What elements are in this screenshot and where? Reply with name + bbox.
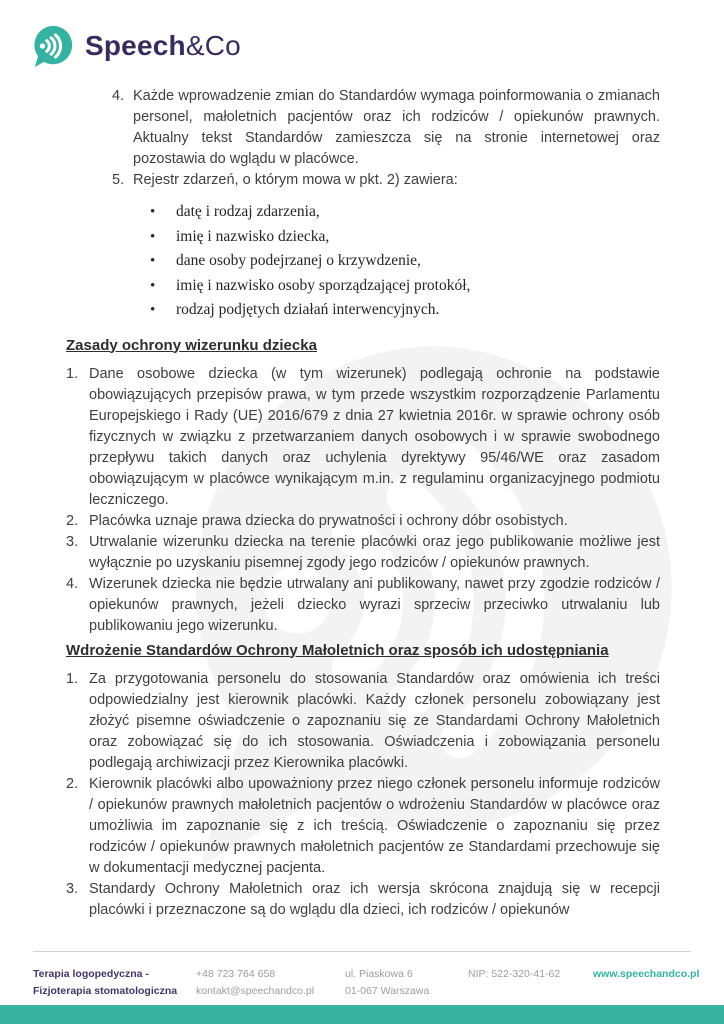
footer-phone: +48 723 764 658: [196, 968, 276, 980]
list-item: [112, 170, 660, 191]
list-item-text: Placówka uznaje prawa dziecka do prywatności i ochrony dóbr osobistych.: [89, 512, 568, 529]
list-item: [66, 669, 660, 774]
list-item-number: 4.: [66, 575, 79, 592]
list-item-text: Utrwalanie wizerunku dziecka na terenie placówki oraz jego publikowanie możliwe jest wyłącznie po uzyskaniu pisemnej zgody jego rodziców / opiekunów prawnych.: [89, 533, 660, 571]
bullet-icon: [150, 249, 176, 274]
list-item-number: 5.: [112, 172, 125, 188]
footer-address: [345, 966, 429, 1000]
list-item-text: Kierownik placówki albo upoważniony przez niego członek personelu informuje rodziców / opiekunów prawnych małoletnich pacjentów o wdrożeniu Standardów w placówce oraz umożliwia im zapoznanie się z ich treścią. Oświadczenie o zapoznaniu się przez rodziców / opiekunów prawnych małoletnich pacjentów ze Standardami przechowuje się w dokumentacji medycznej pacjenta.: [89, 775, 660, 876]
bullet-icon: [150, 298, 176, 323]
list-item-number: 1.: [66, 670, 79, 687]
footer-accent-bar: [0, 1005, 724, 1024]
list-item-text: Za przygotowania personelu do stosowania Standardów oraz omówienia ich treści odpowiedzialny jest kierownik placówki. Każdy członek personelu zobowiązany jest złożyć pisemne oświadczenie o zapoznaniu się ze Standardami Ochrony Małoletnich oraz zobowiązać się do ich stosowania. Oświadczenia i zobowiązania personelu podlegają archiwizacji przez Kierownika placówki.: [89, 670, 660, 771]
implementation-list: [66, 669, 660, 921]
footer-tagline: [33, 966, 177, 1000]
list-item: [150, 225, 660, 250]
brand-name-bold: Speech: [85, 30, 186, 61]
list-item-number: 2.: [66, 512, 79, 529]
list-item: [112, 86, 660, 170]
list-item-number: 2.: [66, 775, 79, 792]
register-bullet-list: [150, 200, 660, 323]
list-item: [66, 574, 660, 637]
footer-tagline-line1: Terapia logopedyczna -: [33, 968, 149, 980]
intro-numbered-list: [112, 86, 660, 191]
list-item-number: 1.: [66, 365, 79, 382]
bullet-icon: [150, 274, 176, 299]
footer-nip: NIP: 522-320-41-62: [468, 968, 561, 980]
list-item: [66, 532, 660, 574]
footer-website-link[interactable]: www.speechandco.pl: [593, 968, 700, 980]
list-item: [150, 274, 660, 299]
document-body: [66, 86, 660, 921]
footer-contact: [196, 966, 314, 1000]
footer-email: kontakt@speechandco.pl: [196, 985, 315, 997]
list-item-number: 4.: [112, 88, 125, 104]
footer-address-city: 01-067 Warszawa: [345, 985, 430, 997]
brand-name: [85, 30, 241, 62]
list-item-text: imię i nazwisko dziecka,: [176, 227, 330, 245]
list-item-text: Rejestr zdarzeń, o którym mowa w pkt. 2) zawiera:: [133, 172, 458, 188]
speech-bubble-soundwave-icon: [30, 23, 76, 69]
footer-divider: [33, 951, 691, 952]
brand-name-suffix: &Co: [185, 30, 241, 61]
list-item-text: Dane osobowe dziecka (w tym wizerunek) podlegają ochronie na podstawie obowiązujących przepisów prawa, w tym przede wszystkim rozporządzenie Parlamentu Europejskiego i Rady (UE) 2016/679 z dnia 27 kwietnia 2016r. w sprawie ochrony osób fizycznych w związku z przetwarzaniem danych osobowych i w sprawie swobodnego przepływu takich danych oraz uchylenia dyrektywy 95/46/WE oraz zasadom obowiązującym w placówce wynikającym m.in. z regulaminu organizacyjnego podmiotu leczniczego.: [89, 365, 660, 508]
list-item: [150, 249, 660, 274]
list-item-text: imię i nazwisko osoby sporządzającej protokół,: [176, 276, 471, 294]
section-heading-implementation: Wdrożenie Standardów Ochrony Małoletnich oraz sposób ich udostępniania: [66, 641, 609, 659]
list-item: [150, 298, 660, 323]
list-item: [66, 511, 660, 532]
bullet-icon: [150, 225, 176, 250]
list-item-text: dane osoby podejrzanej o krzywdzenie,: [176, 252, 421, 269]
list-item-text: datę i rodzaj zdarzenia,: [176, 203, 320, 220]
list-item-text: rodzaj podjętych działań interwencyjnych.: [176, 301, 440, 318]
image-protection-list: [66, 364, 660, 637]
bullet-icon: [150, 200, 176, 225]
list-item-number: 3.: [66, 533, 79, 550]
list-item: [66, 879, 660, 921]
list-item-text: Każde wprowadzenie zmian do Standardów wymaga poinformowania o zmianach personel, małoletnich pacjentów oraz ich rodziców / opiekunów prawnych. Aktualny tekst Standardów zamieszcza się na stronie internetowej oraz pozostawia do wglądu w placówce.: [133, 88, 660, 167]
brand-logo: [30, 23, 241, 69]
list-item-text: Standardy Ochrony Małoletnich oraz ich wersja skrócona znajdują się w recepcji placówki i przeznaczone są do wglądu dla dzieci, ich rodziców / opiekunów: [89, 880, 660, 918]
list-item-number: 3.: [66, 880, 79, 897]
list-item: [66, 774, 660, 879]
footer-tagline-line2: Fizjoterapia stomatologiczna: [33, 985, 178, 997]
list-item: [150, 200, 660, 225]
section-heading-image-protection: Zasady ochrony wizerunku dziecka: [66, 336, 317, 354]
list-item: [66, 364, 660, 511]
footer-address-street: ul. Piaskowa 6: [345, 968, 413, 980]
list-item-text: Wizerunek dziecka nie będzie utrwalany ani publikowany, nawet przy zgodzie rodziców / opiekunów prawnych, jeżeli dziecko wyrazi sprzeciw przeciwko utrwalaniu lub publikowaniu jego wizerunku.: [89, 575, 660, 634]
